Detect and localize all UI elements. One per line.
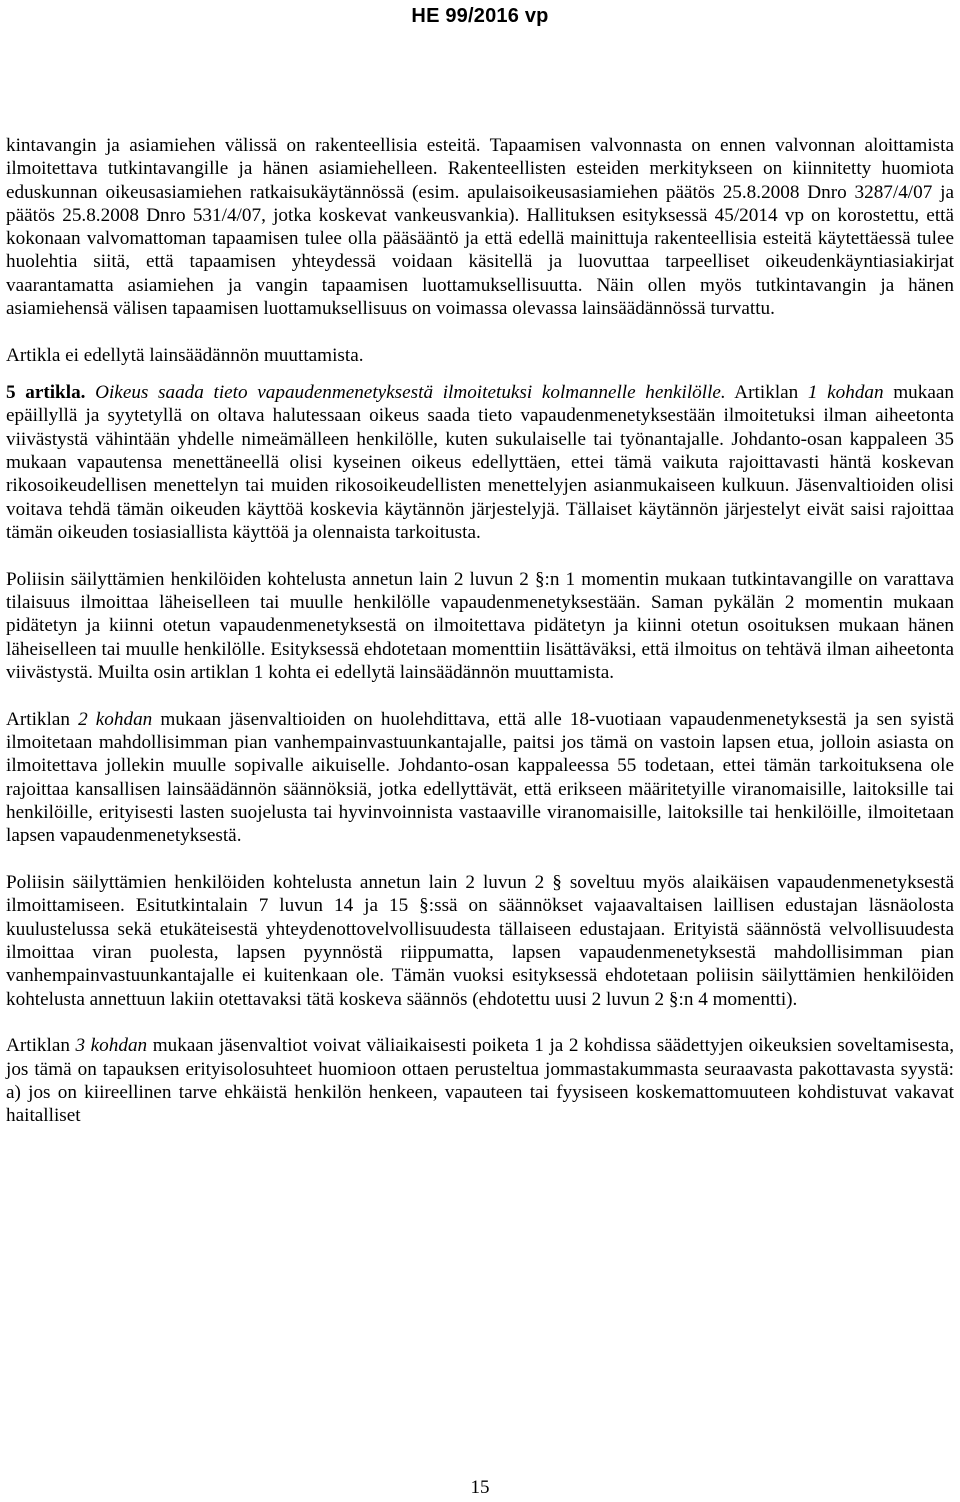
paragraph-ref: 2 kohdan xyxy=(78,708,153,730)
paragraph-text-part: Artiklan xyxy=(6,708,79,730)
article-label: 5 artikla. xyxy=(6,382,86,404)
paragraph-no-legislative-change: Artikla ei edellytä lainsäädännön muuttamista. xyxy=(6,344,364,366)
paragraph-article-5-3 xyxy=(6,1034,954,1127)
paragraph-text-part: mukaan jäsenvaltiot voivat väliaikaisesti poiketa 1 ja 2 kohdissa säädettyjen oikeuksien soveltamisesta, jos tämä on tapauksen erityisolosuhteet huomioon ottaen perusteltua jommastakummasta seuraavasta pakottavasta syystä: a) jos on kiireellinen tarve ehkäistä henkilön henkeen, vapauteen tai fyysiseen koskemattomuuteen kohdistuvat vakavat haitalliset xyxy=(6,1035,954,1127)
article-title: Oikeus saada tieto vapaudenmenetyksestä ilmoitetuksi kolmannelle henkilölle. xyxy=(95,382,726,404)
paragraph-article-5-2 xyxy=(6,708,954,848)
article-5-text-part: Artiklan xyxy=(725,382,808,404)
page-number: 15 xyxy=(470,1477,490,1498)
paragraph-text-part: Artiklan xyxy=(6,1035,76,1057)
paragraph-visitation-supervision: kintavangin ja asiamiehen välissä on rakenteellisia esteitä. Tapaamisen valvonnasta on ennen valvonnan aloittamista ilmoitettava tutkintavangille ja hänen asiamiehelleen. Rakenteellisten esteiden merkitykseen on kiinnitetty huomiota eduskunnan oikeusasiamiehen ratkaisukäytännössä (esim. apulaisoikeusasiamiehen päätös 25.8.2008 Dnro 3287/4/07 ja päätös 25.8.2008 Dnro 531/4/07, jotka koskevat vankeusvankia). Hallituksen esityksessä 45/2014 vp on korostettu, että kokonaan valvomattoman tapaamisen tulee olla pääsääntö ja että edellä mainittuja rakenteellisia esteitä käytettäessä tulee huolehtia siitä, että tapaamisen yhteydessä voidaan käsitellä ja luovuttaa tarpeelliset oikeudenkäyntiasiakirjat vaarantamatta asiamiehen ja vangin tapaamisen luottamuksellisuutta. Näin ollen myös tutkintavangin ja hänen asiamiehensä välisen tapaamisen luottamuksellisuus on voimassa olevassa lainsäädännössä turvattu. xyxy=(6,135,954,320)
paragraph-minor-notification: Poliisin säilyttämien henkilöiden kohtelusta annetun lain 2 luvun 2 § soveltuu myös alaikäisen vapaudenmenetyksestä ilmoittamiseen. Esitutkintalain 7 luvun 14 ja 15 §:ssä on säännökset vajaavaltaisen laillisen edustajan läsnäolosta kuulustelussa sekä etukäteisestä yhteydenottovelvollisuudesta tällaiseen edustajaan. Erityistä säännöstä velvollisuudesta ilmoittaa viran puolesta, lapsen pyynnöstä riippumatta, lapsen vapaudenmenetyksestä mahdollisimman pian vanhempainvastuunkantajalle ei kuitenkaan ole. Tämän vuoksi esityksessä ehdotetaan poliisin säilyttämien henkilöiden kohtelusta annettuun lakiin otettavaksi tätä koskeva säännös (ehdotettu uusi 2 luvun 2 §:n 4 momentti). xyxy=(6,872,954,1010)
paragraph-police-detention-act: Poliisin säilyttämien henkilöiden kohtelusta annetun lain 2 luvun 2 §:n 1 momentin mukaan tutkintavangille on varattava tilaisuus ilmoittaa läheiselleen tai muulle henkilölle vapaudenmenetyksestään. Saman pykälän 2 momentin mukaan pidätetyn ja kiinni otetun vapaudenmenetyksestä on ilmoitettava pidätetyn ja kiinni otetun osoituksen mukaan hänen läheiselleen tai muulle henkilölle. Esityksessä ehdotetaan momenttiin lisättäväksi, että ilmoitus on tehtävä ilman aiheetonta viivästystä. Muilta osin artiklan 1 kohta ei edellytä lainsäädännön muuttamista. xyxy=(6,568,954,683)
document-header: HE 99/2016 vp xyxy=(411,5,549,27)
paragraph-ref: 3 kohdan xyxy=(75,1035,148,1057)
paragraph-text-part: mukaan jäsenvaltioiden on huolehdittava, että alle 18-vuotiaan vapaudenmenetyksestä ja sen syistä ilmoitetaan mahdollisimman pian vanhempainvastuunkantajalle, paitsi jos tämä on vastoin lapsen etua, jolloin asiasta on ilmoitettava jollekin muulle sopivalle aikuiselle. Johdanto-osan kappaleessa 55 todetaan, ettei tämän tarkoituksena ole rajoittaa kansallisen lainsäädännön säännöksiä, jotka edellyttävät, että erikseen määritetyille viranomaisille, laitoksille tai henkilöille, erityisesti lasten suojelusta tai hyvinvoinnista vastaaville viranomaisille, laitoksille tai henkilöille, ilmoitetaan lapsen vapaudenmenetyksestä. xyxy=(6,708,954,847)
paragraph-article-5 xyxy=(6,381,954,544)
body-text xyxy=(6,134,954,1127)
article-5-paragraph-ref: 1 kohdan xyxy=(807,382,884,404)
article-5-text-part: mukaan epäillyllä ja syytetyllä on oltava halutessaan oikeus saada tieto vapaudenmenetyksestään ilmoitetuksi ilman aiheetonta viivästystä vähintään yhdelle nimeämälleen henkilölle, kuten sukulaiselle tai työnantajalle. Johdanto-osan kappaleen 35 mukaan vapautensa menettäneellä olisi kyseinen oikeus edellyttäen, ettei tämä vaikuta rajoittavasti häntä koskevan rikosoikeudellisen menettelyn tai muiden rikosoikeudellisten menettelyjen asianmukaiseen kulkuun. Jäsenvaltioiden olisi voitava tehdä tämän oikeuden käyttöä koskevia käytännön järjestelyjä. Tällaiset käytännön järjestelyt eivät saisi rajoittaa tämän oikeuden tosiasiallista käyttöä ja olennaista tarkoitusta. xyxy=(6,382,955,543)
